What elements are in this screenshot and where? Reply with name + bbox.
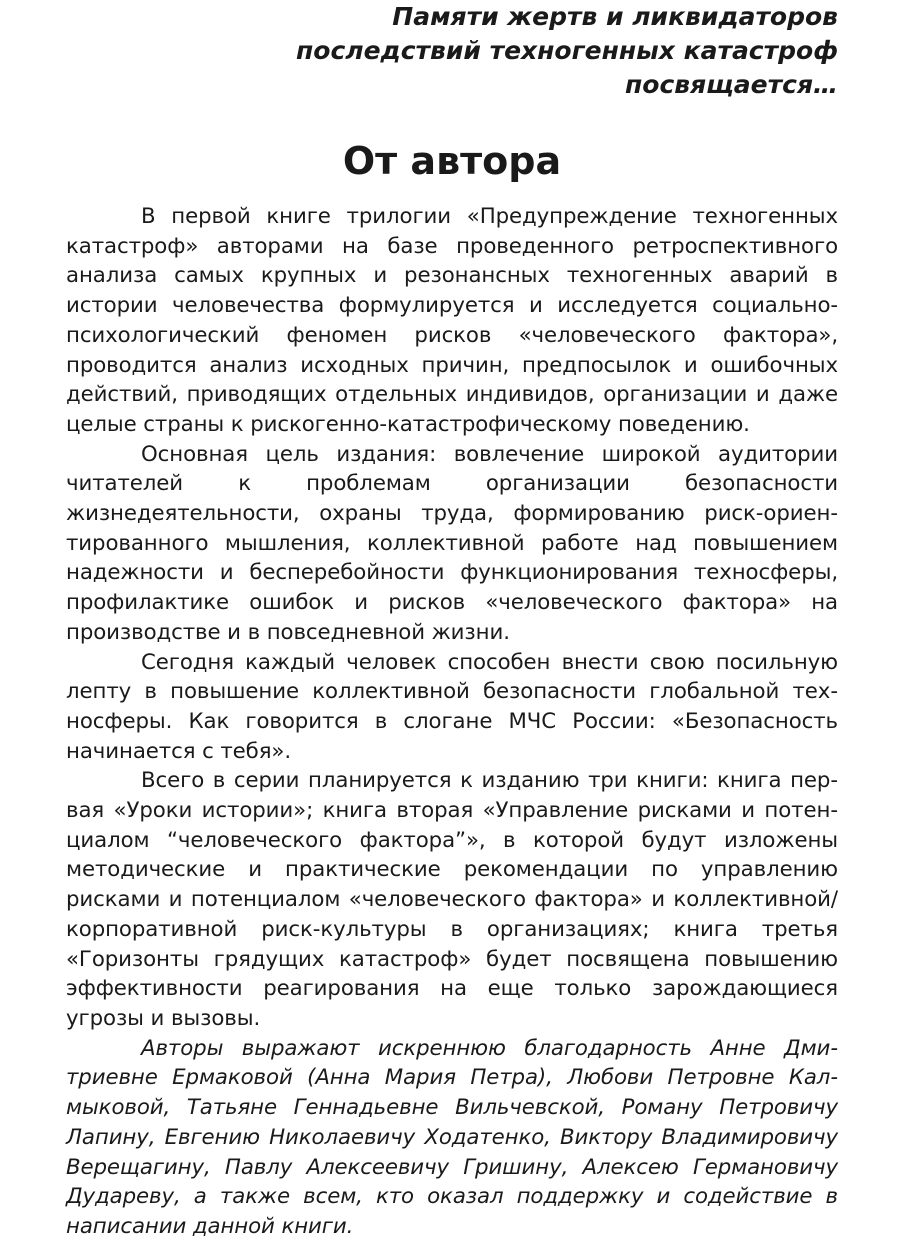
- paragraph-3: Сегодня каждый человек способен внести свою посильную лепту в повышение коллективной безопасности глобальной техносферы. Как говорится в слогане МЧС России: «Безопасность начинается с тебя».: [66, 649, 838, 764]
- page-title: От автора: [342, 139, 562, 183]
- acknowledgement-paragraph: Авторы выражают искреннюю благодарность Анне Дмитриевне Ермаковой (Анна Мария Петра), Любови Петровне Калмыковой, Татьяне Геннадьевне Вильчевской, Роману Петровичу Лапину, Евгению Николаевичу Ходатенко, Виктору Владимировичу Верещагину, Павлу Алексеевичу Гришину, Алексею Германовичу Дудареву, а также всем, кто оказал поддержку и содействие в написании данной книги.: [66, 1035, 838, 1239]
- dedication-line-2: последствий техногенных катастроф: [296, 36, 838, 65]
- dedication: [66, 0, 838, 102]
- book-page: [66, 0, 838, 1242]
- dedication-line-1: Памяти жертв и ликвидаторов: [392, 2, 838, 31]
- paragraph-2: Основная цель издания: вовлечение широкой аудитории читателей к проблемам организации безопасности жизнедеятельности, охраны труда, формированию риск-ориентированного мышления, коллективной работе над повышением надежности и бесперебойности функционирования техносферы, профилактике ошибок и рисков «человеческого фактора» на производстве и в повседневной жизни.: [66, 441, 838, 645]
- paragraph-1: В первой книге трилогии «Предупреждение техногенных катастроф» авторами на базе проведенного ретроспективного анализа самых крупных и резонансных техногенных аварий в истории человечества формулируется и исследуется социально-психологический феномен рисков «человеческого фактора», проводится анализ исходных причин, предпосылок и ошибочных действий, приводящих отдельных индивидов, организации и даже целые страны к рискогенно-катастрофическому поведению.: [66, 204, 838, 437]
- dedication-line-3: посвящается…: [625, 70, 838, 99]
- paragraph-4: Всего в серии планируется к изданию три книги: книга первая «Уроки истории»; книга вторая «Управление рисками и потенциалом “человеческого фактора”», в которой будут изложены методические и практические рекомендации по управлению рисками и потенциалом «человеческого фактора» и коллективной/корпоративной риск-культуры в организациях; книга третья «Горизонты грядущих катастроф» будет посвящена повышению эффективности реагирования на еще только зарождающиеся угрозы и вызовы.: [66, 768, 838, 1031]
